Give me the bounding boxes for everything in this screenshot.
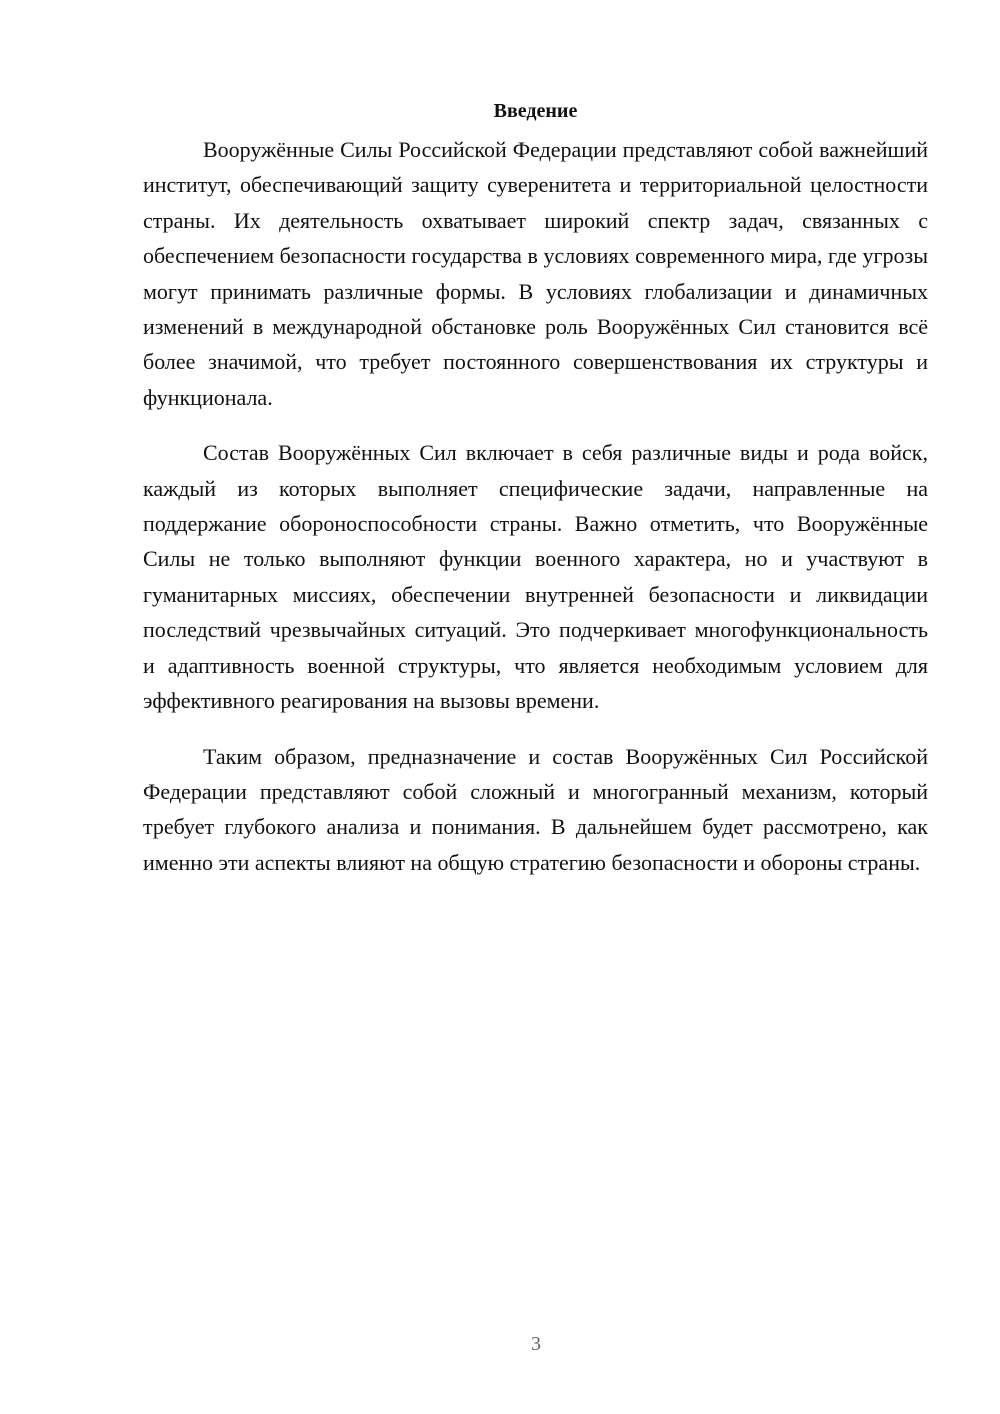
section-title: Введение <box>493 100 578 122</box>
page-content <box>143 96 928 900</box>
paragraph-3: Таким образом, предназначение и состав Вооружённых Сил Российской Федерации представляют собой сложный и многогранный механизм, который требует глубокого анализа и понимания. В дальнейшем будет рассмотрено, как именно эти аспекты влияют на общую стратегию безопасности и обороны страны. <box>143 743 928 875</box>
page-number: 3 <box>531 1333 541 1355</box>
paragraph-1: Вооружённые Силы Российской Федерации представляют собой важнейший институт, обеспечивающий защиту суверенитета и территориальной целостности страны. Их деятельность охватывает широкий спектр задач, связанных с обеспечением безопасности государства в условиях современного мира, где угрозы могут принимать различные формы. В условиях глобализации и динамичных изменений в международной обстановке роль Вооружённых Сил становится всё более значимой, что требует постоянного совершенствования их структуры и функционала. <box>143 137 928 410</box>
paragraph-2: Состав Вооружённых Сил включает в себя различные виды и рода войск, каждый из которых выполняет специфические задачи, направленные на поддержание обороноспособности страны. Важно отметить, что Вооружённые Силы не только выполняют функции военного характера, но и участвуют в гуманитарных миссиях, обеспечении внутренней безопасности и ликвидации последствий чрезвычайных ситуаций. Это подчеркивает многофункциональность и адаптивность военной структуры, что является необходимым условием для эффективного реагирования на вызовы времени. <box>143 440 928 714</box>
